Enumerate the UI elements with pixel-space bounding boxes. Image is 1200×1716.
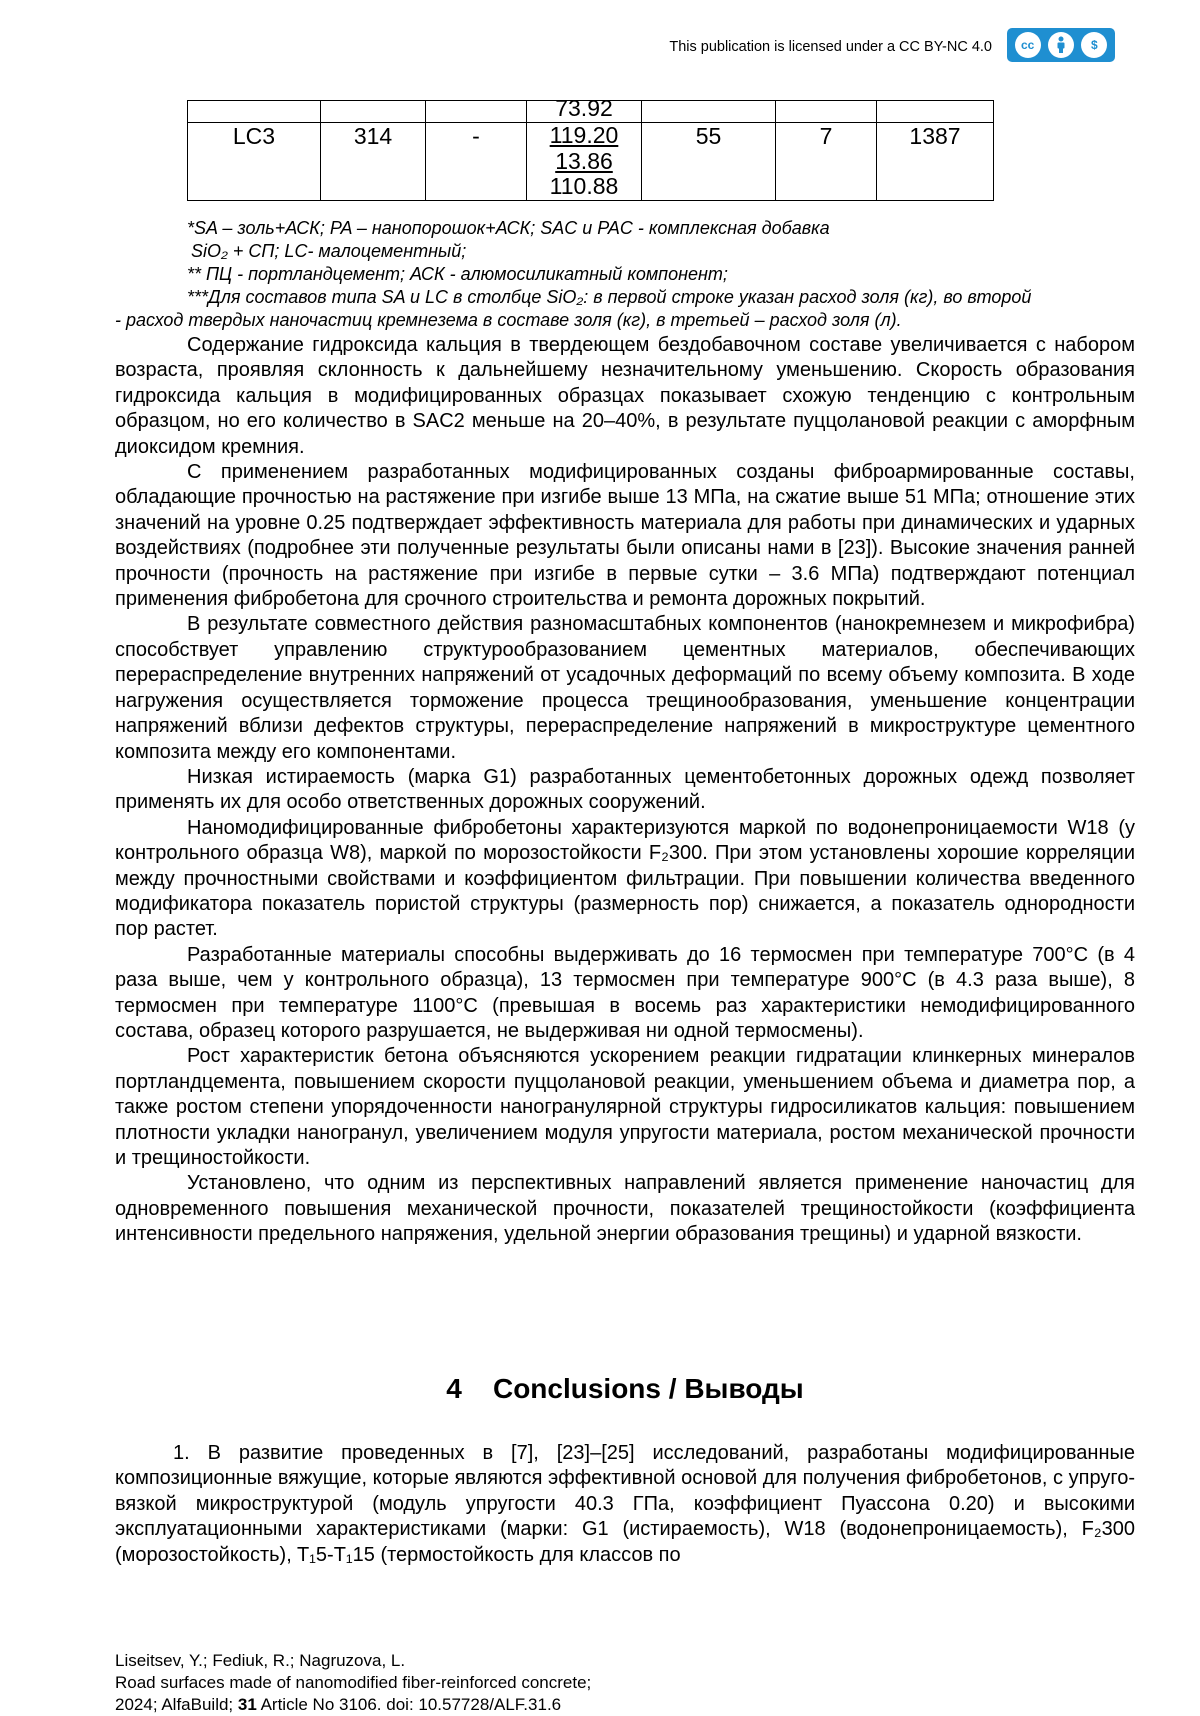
table-note: ***Для составов типа SA и LC в столбце SiO₂: в первой строке указан расход золя (кг), во второй xyxy=(187,287,1032,307)
table-cell xyxy=(426,101,527,123)
table-row xyxy=(188,123,994,201)
section-heading xyxy=(0,1373,1200,1405)
table-notes xyxy=(115,217,1135,332)
footer-authors: Liseitsev, Y.; Fediuk, R.; Nagruzova, L. xyxy=(115,1651,406,1670)
conclusions-text xyxy=(115,1441,1135,1568)
table-cell xyxy=(321,101,426,123)
nc-dollar-icon: $ xyxy=(1081,32,1107,58)
table-cell-value: 73.92 xyxy=(555,95,613,121)
by-person-icon xyxy=(1048,32,1074,58)
table-note: SiO₂ + СП; LC- малоцементный; xyxy=(191,241,467,261)
paragraph: Разработанные материалы способны выдерживать до 16 термосмен при температуре 700°C (в 4 раза выше, чем у контрольного образца), 13 термосмен при температуре 900°C (в 4.3 раза выше), 8 термосмен при температуре 1100°C (превышая в восемь раз характеристики немодифицированного состава, образец которого разрушается, не выдерживая ни одной термосмены). xyxy=(115,943,1135,1042)
table-row xyxy=(188,101,994,123)
table-note: ** ПЦ - портландцемент; АСК - алюмосиликатный компонент; xyxy=(187,264,728,284)
table-cell: 7 xyxy=(776,123,877,201)
paragraph: Содержание гидроксида кальция в твердеющем бездобавочном составе увеличивается с набором возраста, проявляя склонность к дальнейшему незначительному уменьшению. Скорость образования гидроксида кальция в модифицированных образцах показывает схожую тенденцию с контрольным образцом, но его количество в SAC2 меньше на 20–40%, в результате пуццолановой реакции с аморфным диоксидом кремния. xyxy=(115,334,1135,458)
table-cell: LC3 xyxy=(188,123,321,201)
cc-icon: cc xyxy=(1015,32,1041,58)
conclusion-item: 1. В развитие проведенных в [7], [23]–[25] исследований, разработаны модифицированные композиционные вяжущие, которые являются эффективной основой для получения фибробетонов, с упруго-вязкой микроструктурой (модуль упругости 40.3 ГПа, коэффициент Пуассона 0.20) и высокими эксплуатационными характеристиками (марки: G1 (истираемость), W18 (водонепроницаемость), F₂300 (морозостойкость), T₁5-T₁15 (термостойкость для классов по xyxy=(115,1442,1135,1566)
table-cell xyxy=(527,95,642,123)
table-cell: - xyxy=(426,123,527,201)
footer-volume: 31 xyxy=(237,1695,257,1714)
paragraph: Наномодифицированные фибробетоны характеризуются маркой по водонепроницаемости W18 (у контрольного образца W8), маркой по морозостойкости F₂300. При этом установлены хорошие корреляции между прочностными свойствами и коэффициентом фильтрации. При повышении количества введенного модификатора показатель пористой структуры (размерность пор) снижается, а показатель однородности пор растет. xyxy=(115,816,1135,941)
table-cell-value: 119.20 xyxy=(549,122,619,148)
paragraph: Низкая истираемость (марка G1) разработанных цементобетонных дорожных одежд позволяет применять их для особо ответственных дорожных сооружений. xyxy=(115,765,1135,814)
section-title: Conclusions / Выводы xyxy=(492,1373,804,1404)
table-cell xyxy=(776,101,877,123)
paragraph: С применением разработанных модифицированных созданы фиброармированные составы, обладающие прочностью на растяжение при изгибе выше 13 МПа, на сжатие выше 51 МПа; отношение этих значений на уровне 0.25 подтверждает эффективность материала для работы при динамических и ударных воздействиях (подробнее эти полученные результаты были описаны нами в [23]). Высокие значения ранней прочности (прочность на растяжение при изгибе в первые сутки – 3.6 МПа) подтверждают потенциал применения фибробетона для срочного строительства и ремонта дорожных покрытий. xyxy=(115,461,1135,611)
table-cell-value: 13.86 xyxy=(555,147,613,174)
section-number: 4 xyxy=(446,1373,462,1404)
paragraph: Установлено, что одним из перспективных направлений является применение наночастиц для одновременного повышения механической прочности, показателей трещиностойкости (коэффициента интенсивности предельного напряжения, удельной энергии образования трещины) и ударной вязкости. xyxy=(115,1172,1135,1246)
page-footer xyxy=(115,1650,591,1716)
table-cell: 314 xyxy=(321,123,426,201)
footer-citation: 2024; AlfaBuild; 31 Article No 3106. doi: 10.57728/ALF.31.6 xyxy=(115,1695,562,1714)
paragraph: Рост характеристик бетона объясняются ускорением реакции гидратации клинкерных минералов портландцемента, повышением скорости пуццолановой реакции, уменьшением объема и диаметра пор, а также ростом степени упорядоченности наногранулярной структуры гидросиликатов кальция: повышением плотности укладки наногранул, увеличением модуля упругости материала, ростом механической прочности и трещиностойкости. xyxy=(115,1045,1135,1169)
body-text xyxy=(115,333,1135,1248)
table-cell: 55 xyxy=(642,123,776,201)
composition-table xyxy=(187,95,994,201)
table-note: *SA – золь+АСК; PA – нанопорошок+АСК; SAC и PAC - комплексная добавка xyxy=(187,218,830,238)
table-cell-value: 110.88 xyxy=(549,173,619,199)
paragraph: В результате совместного действия разномасштабных компонентов (нанокремнезем и микрофибра) способствует управлению структурообразованием цементных материалов, обеспечивающих перераспределение внутренних напряжений от усадочных деформаций по всему объему композита. В ходе нагружения осуществляется торможение процесса трещинообразования, уменьшение концентрации напряжений вблизи дефектов структуры, перераспределение напряжений в микроструктуре цементного композита между его компонентами. xyxy=(115,613,1135,763)
table-cell xyxy=(188,101,321,123)
table-cell: 1387 xyxy=(877,123,994,201)
table-cell xyxy=(877,101,994,123)
table-cell xyxy=(527,123,642,201)
table-note: - расход твердых наночастиц кремнезема в составе золя (кг), в третьей – расход золя (л). xyxy=(115,310,902,330)
table-cell xyxy=(642,101,776,123)
cc-license-badge[interactable] xyxy=(1007,28,1115,62)
license-notice: This publication is licensed under a CC BY-NC 4.0 xyxy=(669,39,992,55)
footer-title: Road surfaces made of nanomodified fiber-reinforced concrete; xyxy=(115,1673,592,1692)
